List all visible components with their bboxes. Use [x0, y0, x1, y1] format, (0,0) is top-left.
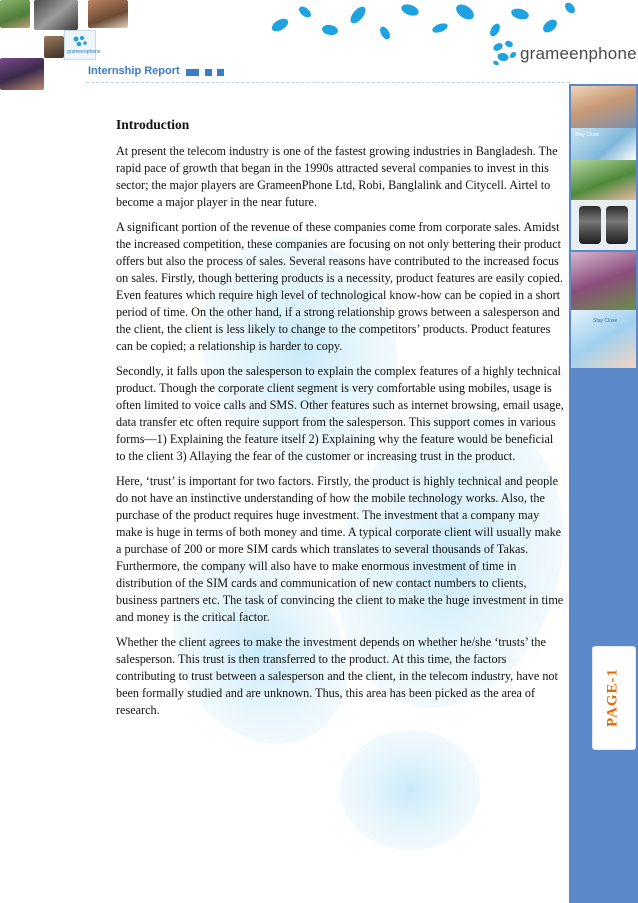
paragraph: Here, ‘trust’ is important for two factors. Firstly, the product is highly technical and people do not have an instinctive understanding of how the mobile technology works. Also, the purchase of the product requires huge investment. The investment that a company may make is huge in terms of both money and time. A typical corporate client will usually make a purchase of 200 or more SIM cards which translates to several thousands of Takas. Furthermore, the company will also have to make enormous investment of time in distribution of the SIM cards and communication of new contact numbers to clients, business partners etc. The task of convincing the client to make the huge investment in time and money is the critical factor.: [116, 474, 564, 624]
header-photo-person: [44, 36, 64, 58]
header-photo-people: [88, 0, 128, 28]
badge-text: grameenphone: [67, 49, 101, 55]
paragraph: A significant portion of the revenue of these companies come from corporate sales. Amidst the increased competition, these companies are focusing on not only bettering their product offers but also the process of sales. Several reasons have contributed to the increased focus on sales. Firstly, though bettering products is a necessity, product features are easily copied. Even features which require high level of technological know-how can be copied in a short period of time. On the other hand, if a strong relationship grows between a salesperson and the client, the client is less likely to change to the competitors’ products. Product features can be copied; a relationship is harder to copy.: [116, 220, 563, 353]
phone-icon: [579, 206, 601, 244]
grameenphone-logo-icon: [490, 38, 518, 68]
title-block-large: [186, 69, 199, 76]
report-title: Internship Report: [88, 65, 180, 77]
page-number: PAGE-1: [604, 667, 621, 727]
side-photo-stay-close: [571, 128, 636, 160]
header-photo-woman: [0, 58, 44, 90]
photo-caption: Stay Close: [593, 318, 618, 324]
side-photo-group: [571, 160, 636, 200]
grameenphone-badge: [64, 30, 101, 60]
title-block-small: [205, 69, 212, 76]
paragraph: Secondly, it falls upon the salesperson to explain the complex features of a highly technical product. Though the corporate client segment is very comfortable using mobiles, usage is often limited to voice calls and SMS. Other features such as internet browsing, email usage, data transfer etc often require support from the salesperson. This support comes in various forms—1) Explaining the feature itself 2) Explaining why the feature would be beneficial to the client 3) Allaying the fear of the customer or increasing trust in the product.: [116, 364, 564, 463]
side-photo-handsets: [571, 200, 636, 250]
paragraph: Whether the client agrees to make the investment depends on whether he/she ‘trusts’ the salesperson. This trust is then transferred to the product. At this time, the factors contributing to trust between a salesperson and the client, in the telecom industry, have not been formally studied and are unknown. Thus, this area has been picked as the area of research.: [116, 635, 558, 717]
grameenphone-logo-text: grameenphone: [520, 44, 637, 63]
telenor-mini-icon: [71, 35, 89, 47]
side-photo-hands: [571, 310, 636, 368]
side-photo-woman: [571, 252, 636, 310]
document-body: [116, 116, 564, 727]
title-block-small: [217, 69, 224, 76]
page-header: [0, 0, 638, 92]
header-photo-field: [0, 0, 30, 28]
phone-icon: [606, 206, 628, 244]
side-photo-faces: [571, 86, 636, 128]
header-decoration: [250, 0, 580, 50]
section-heading: Introduction: [116, 117, 190, 132]
paragraph: At present the telecom industry is one of the fastest growing industries in Bangladesh. The rapid pace of growth that began in the 1990s attracted several companies to invest in this sector; the major players are GrameenPhone Ltd, Robi, Banglalink and Citycell. Airtel to become a major player in the near future.: [116, 144, 558, 209]
header-photo-phone: [34, 0, 78, 30]
header-divider: [86, 82, 570, 83]
photo-caption: Stay Close: [575, 132, 600, 138]
